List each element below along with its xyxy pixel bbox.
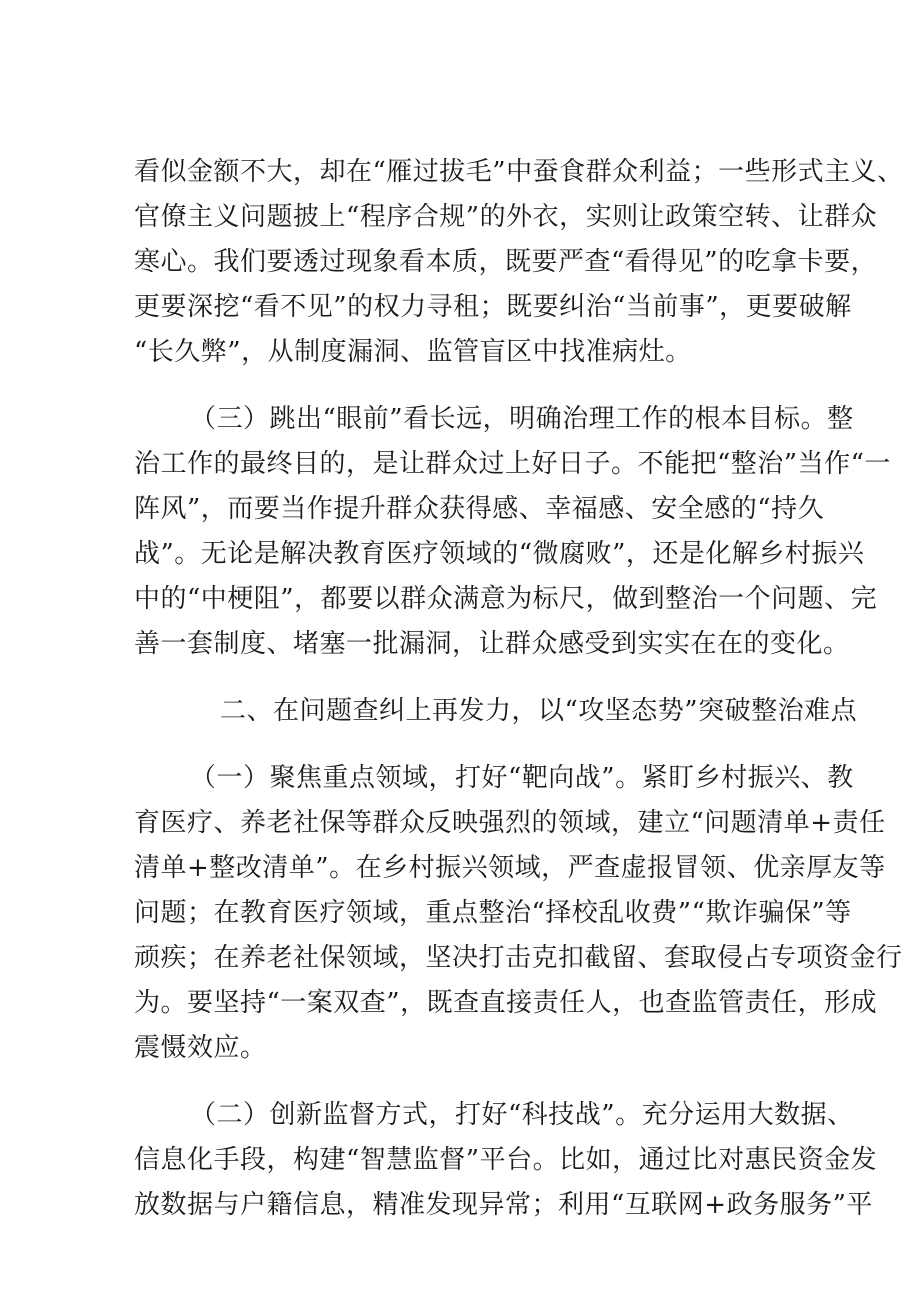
paragraph-gap — [134, 667, 794, 689]
document-body — [134, 150, 904, 1228]
text-line: 信息化手段，构建“智慧监督”平台。比如，通过比对惠民资金发 — [134, 1145, 878, 1175]
text-line: 官僚主义问题披上“程序合规”的外衣，实则让政策空转、让群众 — [134, 202, 878, 232]
text-line: 善一套制度、堵塞一批漏洞，让群众感受到实实在在的变化。 — [134, 629, 850, 659]
text-line: 中的“中梗阻”，都要以群众满意为标尺，做到整治一个问题、完 — [134, 584, 878, 614]
paragraph-subsection-two — [134, 1093, 878, 1228]
text-line: 为。要坚持“一案双查”，既查直接责任人，也查监管责任，形成 — [134, 988, 878, 1018]
text-line: 治工作的最终目的，是让群众过上好日子。不能把“整治”当作“一 — [134, 449, 891, 479]
text-line: 问题；在教育医疗领域，重点整治“择校乱收费”“欺诈骗保”等 — [134, 898, 852, 928]
section-heading — [134, 689, 858, 734]
paragraph-gap — [134, 375, 794, 397]
text-line: 放数据与户籍信息，精准发现异常；利用“互联网+政务服务”平 — [134, 1190, 873, 1220]
text-line: 顽疾；在养老社保领域，坚决打击克扣截留、套取侵占专项资金行 — [134, 943, 903, 973]
text-line: “长久弊”，从制度漏洞、监管盲区中找准病灶。 — [134, 337, 692, 367]
text-line: （三）跳出“眼前”看长远，明确治理工作的根本目标。整 — [190, 404, 854, 434]
heading-text: 二、在问题查纠上再发力，以“攻坚态势”突破整治难点 — [220, 696, 858, 726]
paragraph-continuation — [134, 150, 904, 375]
paragraph-subsection-one — [134, 756, 903, 1071]
text-line: （二）创新监督方式，打好“科技战”。充分运用大数据、 — [190, 1100, 854, 1130]
text-line: 战”。无论是解决教育医疗领域的“微腐败”，还是化解乡村振兴 — [134, 539, 865, 569]
text-line: 清单+整改清单”。在乡村振兴领域，严查虚报冒领、优亲厚友等 — [134, 853, 886, 883]
text-line: 震慑效应。 — [134, 1033, 267, 1063]
text-line: 阵风”，而要当作提升群众获得感、幸福感、安全感的“持久 — [134, 494, 825, 524]
text-line: 寒心。我们要透过现象看本质，既要严查“看得见”的吃拿卡要， — [134, 247, 878, 277]
text-line: 育医疗、养老社保等群众反映强烈的领域，建立“问题清单+责任 — [134, 808, 886, 838]
text-line: （一）聚焦重点领域，打好“靶向战”。紧盯乡村振兴、教 — [190, 763, 854, 793]
paragraph-section-three — [134, 397, 891, 667]
text-line: 更要深挖“看不见”的权力寻租；既要纠治“当前事”，更要破解 — [134, 292, 852, 322]
text-line: 看似金额不大，却在“雁过拔毛”中蚕食群众利益；一些形式主义、 — [134, 157, 904, 187]
paragraph-gap — [134, 1071, 794, 1093]
paragraph-gap — [134, 734, 794, 756]
